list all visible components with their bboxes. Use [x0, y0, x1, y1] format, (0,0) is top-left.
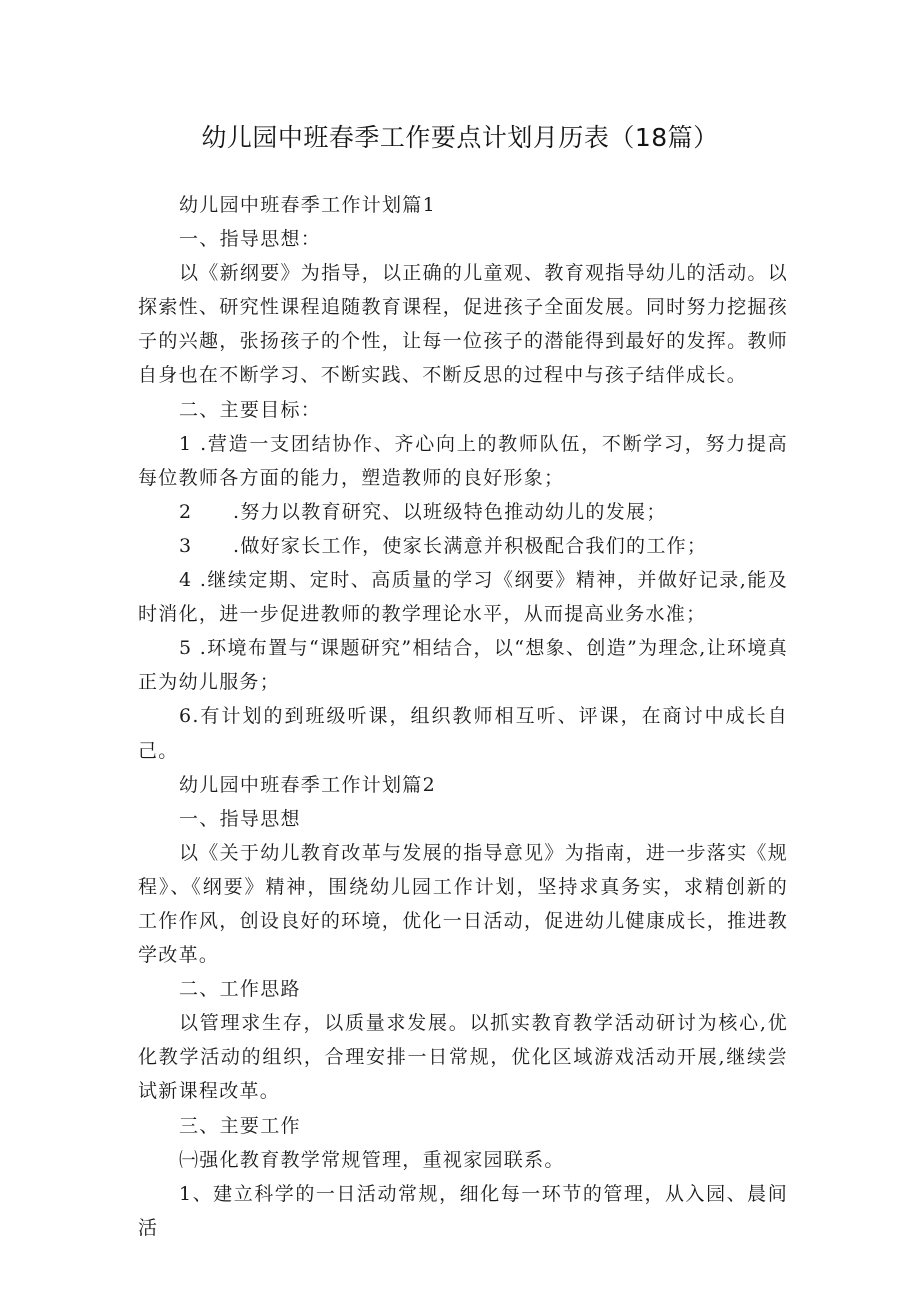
document-title: 幼儿园中班春季工作要点计划月历表（18篇） [201, 123, 719, 152]
list-item: 6.有计划的到班级听课，组织教师相互听、评课，在商讨中成长自己。 [138, 705, 788, 762]
subheading: 三、主要工作 [179, 1114, 301, 1137]
subheading: 一、指导思想 [179, 807, 301, 830]
paragraph: 以管理求生存，以质量求发展。以抓实教育教学活动研讨为核心,优化教学活动的组织，合理安排一日常规，优化区域游戏活动开展,继续尝试新课程改革。 [138, 1012, 788, 1103]
list-item: 1 .营造一支团结协作、齐心向上的教师队伍，不断学习，努力提高每位教师各方面的能力，塑造教师的良好形象； [138, 432, 788, 489]
list-item: 2 .努力以教育研究、以班级特色推动幼儿的发展； [179, 500, 667, 523]
section-heading: 幼儿园中班春季工作计划篇2 [179, 773, 436, 796]
subheading: 二、工作思路 [179, 978, 301, 1001]
paragraph: 以《关于幼儿教育改革与发展的指导意见》为指南，进一步落实《规程》、《纲要》精神，围绕幼儿园工作计划，坚持求真务实，求精创新的工作作风，创设良好的环境，优化一日活动，促进幼儿健康成长，推进教学改革。 [138, 841, 789, 967]
subheading: 一、指导思想： [179, 228, 322, 251]
list-item: 3 .做好家长工作，使家长满意并积极配合我们的工作； [179, 534, 708, 557]
subheading: 二、主要目标： [179, 398, 322, 421]
paragraph: 以《新纲要》为指导，以正确的儿童观、教育观指导幼儿的活动。以探索性、研究性课程追随教育课程，促进孩子全面发展。同时努力挖掘孩子的兴趣，张扬孩子的个性，让每一位孩子的潜能得到最好的发挥。教师自身也在不断学习、不断实践、不断反思的过程中与孩子结伴成长。 [138, 262, 789, 387]
list-item: 5 .环境布置与“课题研究”相结合，以“想象、创造”为理念,让环境真正为幼儿服务； [138, 637, 788, 694]
paragraph: ㈠强化教育教学常规管理，重视家园联系。 [179, 1148, 565, 1171]
section-heading: 幼儿园中班春季工作计划篇1 [179, 194, 436, 216]
document-body [138, 188, 788, 1245]
list-item: 4 .继续定期、定时、高质量的学习《纲要》精神，并做好记录,能及时消化，进一步促进教师的教学理论水平，从而提高业务水准； [138, 569, 788, 626]
paragraph: 1、建立科学的一日活动常规，细化每一环节的管理，从入园、晨间活 [138, 1182, 788, 1239]
